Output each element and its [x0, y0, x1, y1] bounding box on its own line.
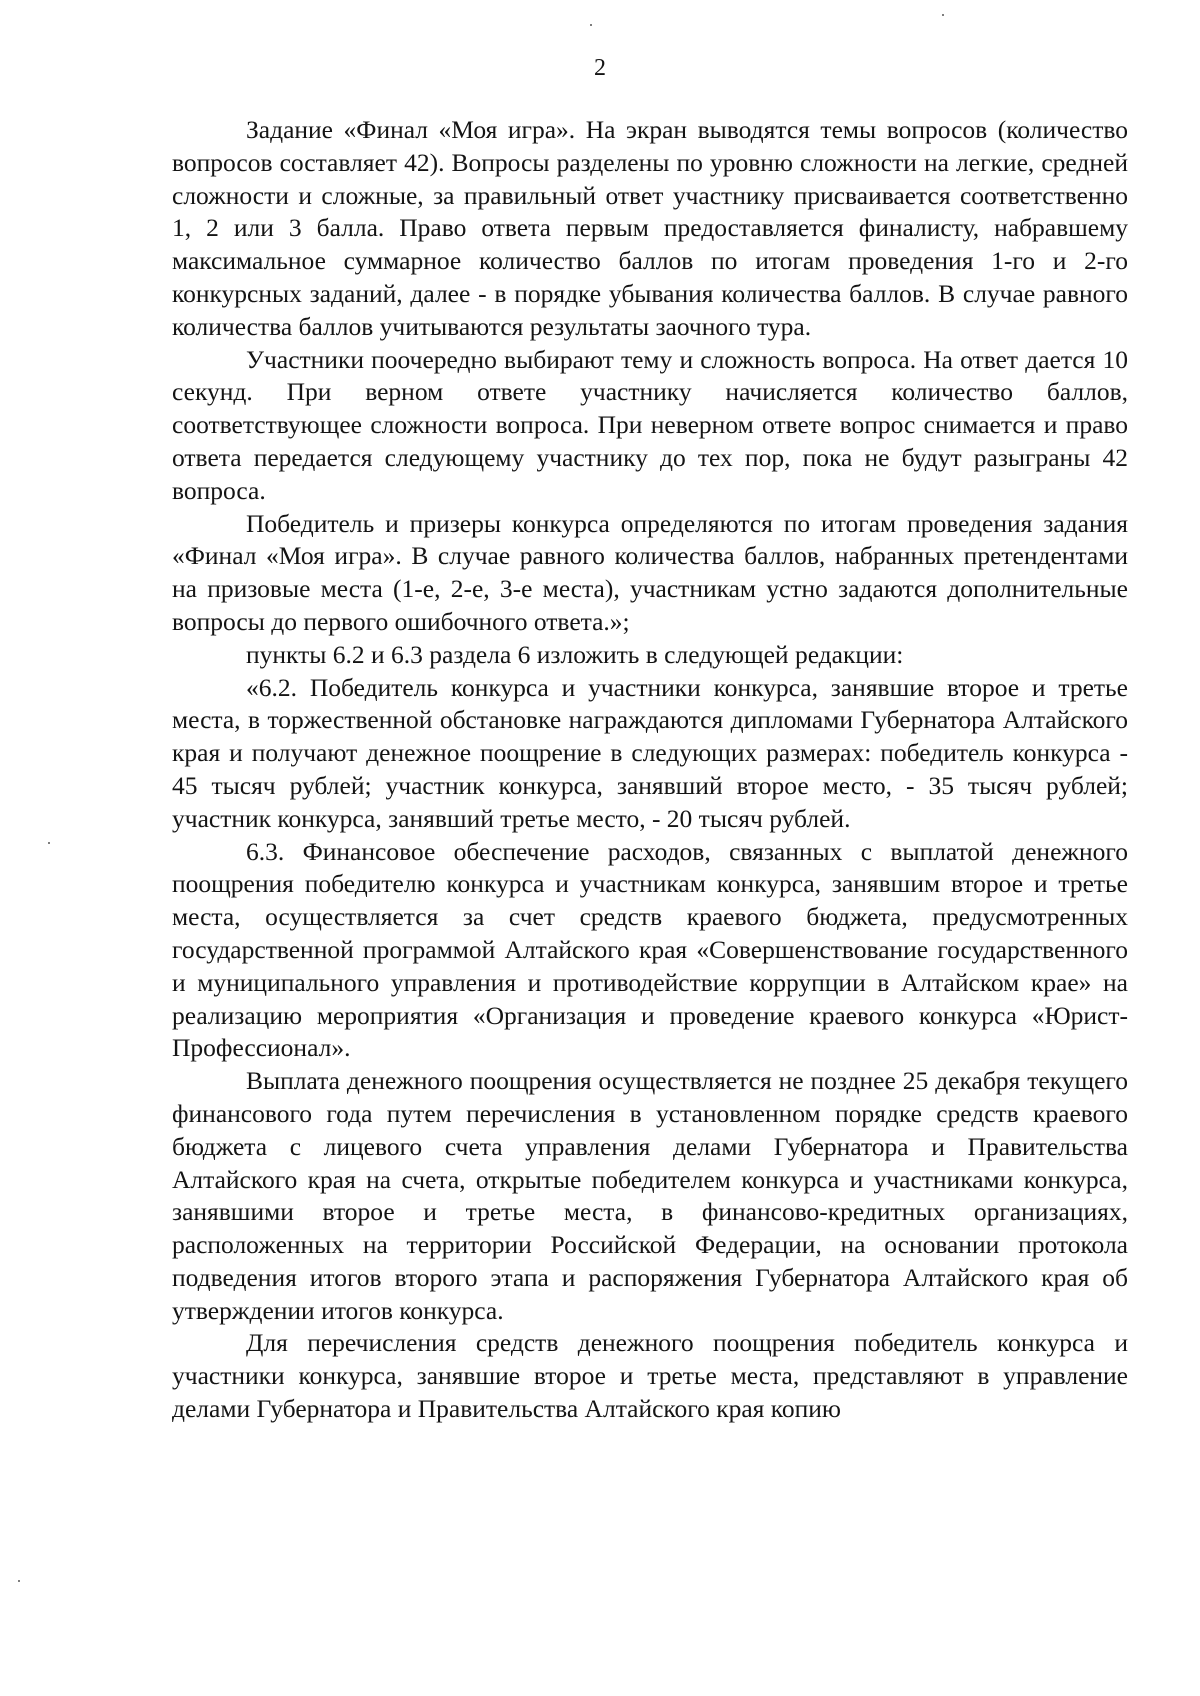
paragraph-winners-determination: Победитель и призеры конкурса определяются по итогам проведения задания «Финал «Моя игра». В случае равного количества баллов, набранных претендентами на призовые места (1-е, 2-е, 3-е места), участникам устно задаются дополнительные вопросы до первого ошибочного ответа.»; — [172, 508, 1128, 636]
scan-speck — [942, 14, 944, 16]
paragraph-amendment-intro: пункты 6.2 и 6.3 раздела 6 изложить в следующей редакции: — [246, 639, 904, 669]
paragraph-question-procedure: Участники поочередно выбирают тему и сложность вопроса. На ответ дается 10 секунд. При верном ответе участнику начисляется количество баллов, соответствующее сложности вопроса. При неверном ответе вопрос снимается и право ответа передается следующему участнику до тех пор, пока не будут разыграны 42 вопроса. — [172, 344, 1128, 505]
paragraph-clause-6-3: 6.3. Финансовое обеспечение расходов, связанных с выплатой денежного поощрения победителю конкурса и участникам конкурса, занявшим второе и третье места, осуществляется за счет средств краевого бюджета, предусмотренных государственной программой Алтайского края «Совершенствование государственного и муниципального управления и противодействие коррупции в Алтайском крае» на реализацию мероприятия «Организация и проведение краевого конкурса «Юрист-Профессионал». — [172, 836, 1128, 1063]
paragraph-clause-6-2: «6.2. Победитель конкурса и участники конкурса, занявшие второе и третье места, в торжественной обстановке награждаются дипломами Губернатора Алтайского края и получают денежное поощрение в следующих размерах: победитель конкурса - 45 тысяч рублей; участник конкурса, занявший второе место, - 35 тысяч рублей; участник конкурса, занявший третье место, - 20 тысяч рублей. — [172, 672, 1128, 833]
scan-speck — [18, 1580, 20, 1582]
document-body — [172, 114, 1128, 1426]
scan-speck — [590, 24, 592, 26]
page-number: 2 — [594, 55, 606, 81]
paragraph-payment-terms: Выплата денежного поощрения осуществляется не позднее 25 декабря текущего финансового года путем перечисления в установленном порядке средств краевого бюджета с лицевого счета управления делами Губернатора и Правительства Алтайского края на счета, открытые победителем конкурса и участниками конкурса, занявшими второе и третье места, в финансово-кредитных организациях, расположенных на территории Российской Федерации, на основании протокола подведения итогов второго этапа и распоряжения Губернатора Алтайского края об утверждении итогов конкурса. — [172, 1066, 1128, 1325]
paragraph-final-task: Задание «Финал «Моя игра». На экран выводятся темы вопросов (количество вопросов составляет 42). Вопросы разделены по уровню сложности на легкие, средней сложности и сложные, за правильный ответ участнику присваивается соответственно 1, 2 или 3 балла. Право ответа первым предоставляется финалисту, набравшему максимальное суммарное количество баллов по итогам проведения 1-го и 2-го конкурсных заданий, далее - в порядке убывания количества баллов. В случае равного количества баллов учитываются результаты заочного тура. — [172, 115, 1128, 341]
paragraph-transfer-documents: Для перечисления средств денежного поощрения победитель конкурса и участники конкурса, занявшие второе и третье места, представляют в управление делами Губернатора и Правительства Алтайского края копию — [172, 1328, 1128, 1424]
scan-speck — [48, 842, 50, 844]
